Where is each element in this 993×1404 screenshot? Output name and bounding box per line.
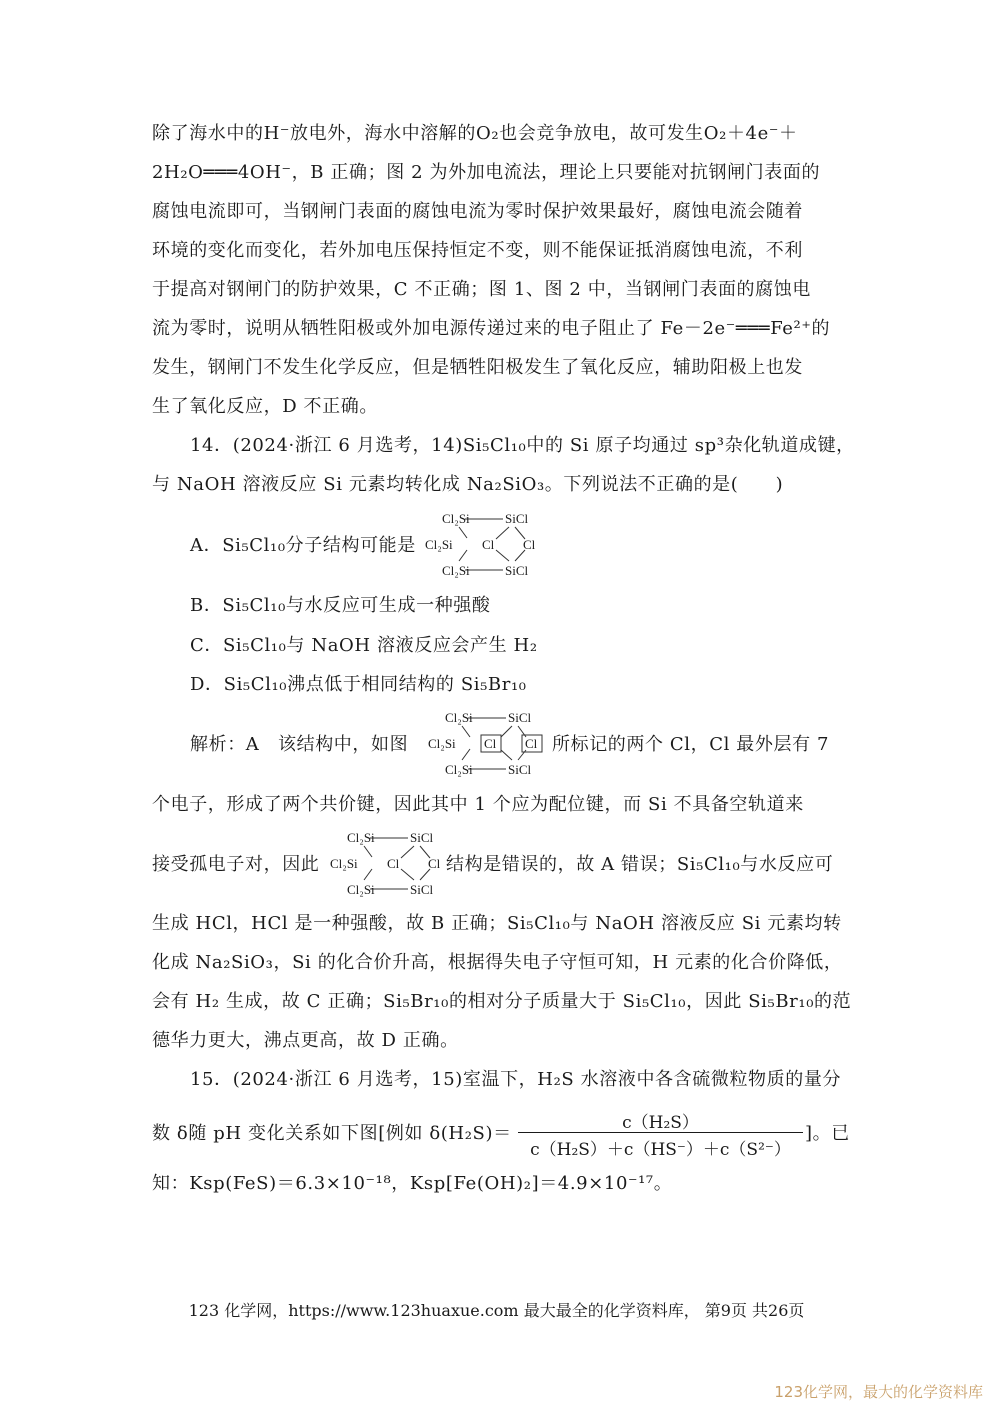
struct-top-left: Cl₂Si — [347, 830, 375, 845]
para1-line1: 除了海水中的H⁻放电外，海水中溶解的O₂也会竞争放电，故可发生O₂＋4e⁻＋ — [152, 123, 798, 144]
struct-bot-right: SiCl — [505, 563, 529, 578]
analysis-line7: 德华力更大，沸点更高，故 D 正确。 — [152, 1030, 459, 1051]
q15-line1: 15．(2024·浙江 6 月选考，15)室温下，H₂S 水溶液中各含硫微粒物质的量分 — [190, 1069, 842, 1090]
analysis-line6: 会有 H₂ 生成，故 C 正确；Si₅Br₁₀的相对分子质量大于 Si₅Cl₁₀，因此 Si₅Br₁₀的范 — [152, 991, 852, 1012]
structure-diagram-a — [425, 510, 545, 578]
struct-bot-right: SiCl — [410, 882, 434, 897]
struct-bot-left: Cl₂Si — [445, 762, 473, 777]
option-b: B．Si₅Cl₁₀与水反应可生成一种强酸 — [190, 595, 491, 616]
watermark: 123化学网，最大的化学资料库 — [774, 1383, 983, 1401]
q15-line2b: ]。已 — [805, 1123, 850, 1144]
para1-line3: 腐蚀电流即可，当钢闸门表面的腐蚀电流为零时保护效果最好，腐蚀电流会随着 — [152, 201, 803, 222]
q14-line1: 14．(2024·浙江 6 月选考，14)Si₅Cl₁₀中的 Si 原子均通过 sp³杂化轨道成键， — [190, 435, 855, 456]
struct-mid-left: Cl₂Si — [330, 856, 358, 871]
q15-line2a: 数 δ随 pH 变化关系如下图[例如 δ(H₂S)＝ — [152, 1123, 512, 1144]
analysis-line3b: 结构是错误的，故 A 错误；Si₅Cl₁₀与水反应可 — [446, 854, 834, 875]
struct-mid-cl2: Cl — [523, 537, 536, 552]
option-c: C．Si₅Cl₁₀与 NaOH 溶液反应会产生 H₂ — [190, 635, 538, 656]
analysis-line3a: 接受孤电子对，因此 — [152, 854, 320, 875]
struct-top-right: SiCl — [410, 830, 434, 845]
struct-mid-left: Cl₂Si — [428, 736, 456, 751]
para1-line8: 生了氧化反应，D 不正确。 — [152, 396, 378, 417]
struct-mid-cl2-boxed: Cl — [525, 736, 538, 751]
struct-bot-left: Cl₂Si — [442, 563, 470, 578]
struct-mid-left: Cl₂Si — [425, 537, 453, 552]
analysis-line5: 化成 Na₂SiO₃，Si 的化合价升高，根据得失电子守恒可知，H 元素的化合价降低， — [152, 952, 843, 973]
struct-bot-left: Cl₂Si — [347, 882, 375, 897]
q15-line3: 知：Ksp(FeS)＝6.3×10⁻¹⁸，Ksp[Fe(OH)₂]＝4.9×10⁻¹⁷。 — [152, 1173, 673, 1194]
fraction-denominator: c（H₂S）＋c（HS⁻）＋c（S²⁻） — [530, 1140, 791, 1160]
analysis-line2: 个电子，形成了两个共价键，因此其中 1 个应为配位键，而 Si 不具备空轨道来 — [152, 794, 804, 815]
struct-mid-cl1: Cl — [387, 856, 400, 871]
structure-diagram-c — [330, 829, 450, 897]
struct-bot-right: SiCl — [508, 762, 532, 777]
struct-mid-cl2: Cl — [428, 856, 441, 871]
para1-line6: 流为零时，说明从牺牲阳极或外加电源传递过来的电子阻止了 Fe－2e⁻═══Fe²⁺的 — [152, 318, 831, 339]
struct-top-left: Cl₂Si — [445, 710, 473, 725]
option-a: A．Si₅Cl₁₀分子结构可能是 — [190, 535, 416, 556]
struct-top-right: SiCl — [505, 511, 529, 526]
q14-line2: 与 NaOH 溶液反应 Si 元素均转化成 Na₂SiO₃。下列说法不正确的是( ) — [152, 474, 784, 495]
struct-mid-cl1: Cl — [482, 537, 495, 552]
para1-line4: 环境的变化而变化，若外加电压保持恒定不变，则不能保证抵消腐蚀电流，不利 — [152, 240, 803, 261]
para1-line7: 发生，钢闸门不发生化学反应，但是牺牲阳极发生了氧化反应，辅助阳极上也发 — [152, 357, 803, 378]
para1-line5: 于提高对钢闸门的防护效果，C 不正确；图 1、图 2 中，当钢闸门表面的腐蚀电 — [152, 279, 811, 300]
para1-line2: 2H₂O═══4OH⁻，B 正确；图 2 为外加电流法，理论上只要能对抗钢闸门表面的 — [152, 162, 821, 183]
struct-top-right: SiCl — [508, 710, 532, 725]
analysis-line1a: 解析：A 该结构中，如图 — [190, 734, 409, 755]
struct-mid-cl1-boxed: Cl — [484, 736, 497, 751]
option-d: D．Si₅Cl₁₀沸点低于相同结构的 Si₅Br₁₀ — [190, 674, 527, 695]
struct-top-left: Cl₂Si — [442, 511, 470, 526]
structure-diagram-marked — [428, 709, 548, 777]
analysis-line4: 生成 HCl，HCl 是一种强酸，故 B 正确；Si₅Cl₁₀与 NaOH 溶液反应 Si 元素均转 — [152, 913, 842, 934]
page-footer: 123 化学网，https://www.123huaxue.com 最大最全的化学资料库， 第9页 共26页 — [188, 1301, 805, 1320]
analysis-line1b: 所标记的两个 Cl，Cl 最外层有 7 — [552, 734, 830, 755]
fraction-bar — [518, 1132, 803, 1133]
fraction-numerator: c（H₂S） — [622, 1113, 699, 1133]
